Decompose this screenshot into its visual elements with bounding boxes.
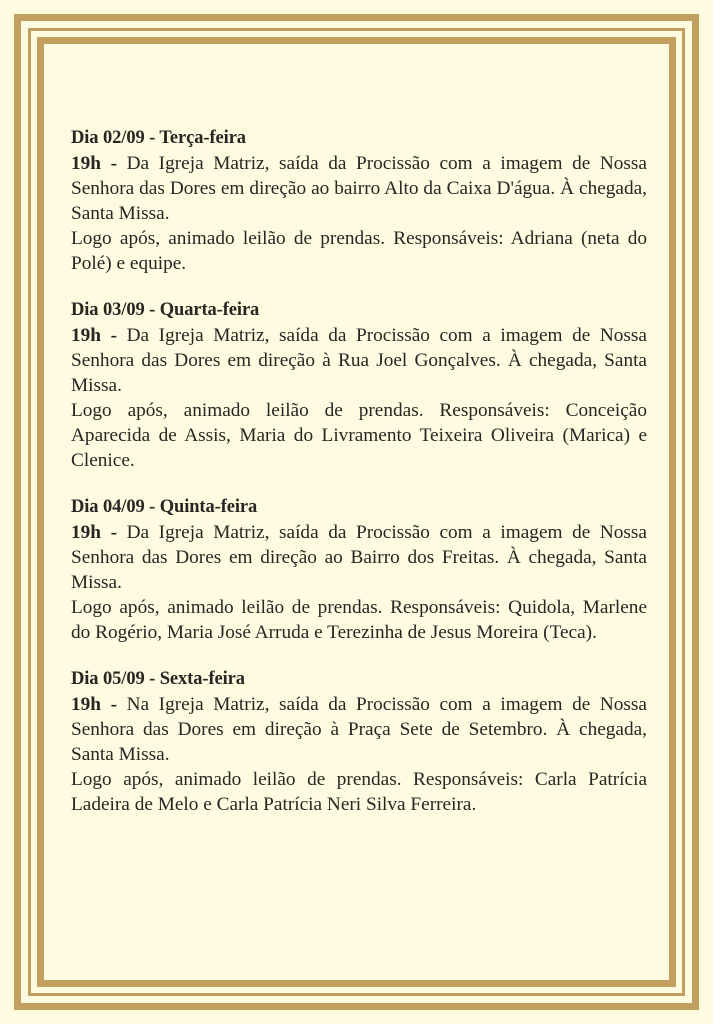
day-title: Dia 03/09 - Quarta-feira <box>71 300 260 320</box>
schedule-entry <box>71 667 647 817</box>
schedule-entry <box>71 495 647 645</box>
time-label: 19h - <box>71 694 118 715</box>
auction-text: Logo após, animado leilão de prendas. Responsáveis: Quidola, Marlene do Rogério, Maria José Arruda e Terezinha de Jesus Moreira (Teca). <box>71 597 647 643</box>
day-title: Dia 02/09 - Terça-feira <box>71 128 246 148</box>
procession-description: Na Igreja Matriz, saída da Procissão com a imagem de Nossa Senhora das Dores em direção à Praça Sete de Setembro. À chegada, Santa Missa. <box>71 694 647 765</box>
procession-description: Da Igreja Matriz, saída da Procissão com a imagem de Nossa Senhora das Dores em direção ao bairro Alto da Caixa D'água. À chegada, Santa Missa. <box>71 153 647 224</box>
schedule-entry <box>71 126 647 276</box>
time-label: 19h - <box>71 325 118 346</box>
procession-description: Da Igreja Matriz, saída da Procissão com a imagem de Nossa Senhora das Dores em direção ao Bairro dos Freitas. À chegada, Santa Missa. <box>71 522 647 593</box>
auction-text: Logo após, animado leilão de prendas. Responsáveis: Carla Patrícia Ladeira de Melo e Carla Patrícia Neri Silva Ferreira. <box>71 769 647 815</box>
day-title: Dia 04/09 - Quinta-feira <box>71 497 258 517</box>
schedule-content <box>71 126 647 839</box>
procession-text <box>71 151 647 226</box>
auction-text: Logo após, animado leilão de prendas. Responsáveis: Conceição Aparecida de Assis, Maria do Livramento Teixeira Oliveira (Marica) e Clenice. <box>71 400 647 471</box>
procession-text <box>71 323 647 398</box>
procession-description: Da Igreja Matriz, saída da Procissão com a imagem de Nossa Senhora das Dores em direção à Rua Joel Gonçalves. À chegada, Santa Missa. <box>71 325 647 396</box>
time-label: 19h - <box>71 522 118 543</box>
schedule-entry <box>71 298 647 473</box>
auction-text: Logo após, animado leilão de prendas. Responsáveis: Adriana (neta do Polé) e equipe. <box>71 228 647 274</box>
time-label: 19h - <box>71 153 118 174</box>
procession-text <box>71 692 647 767</box>
procession-text <box>71 520 647 595</box>
day-title: Dia 05/09 - Sexta-feira <box>71 669 245 689</box>
